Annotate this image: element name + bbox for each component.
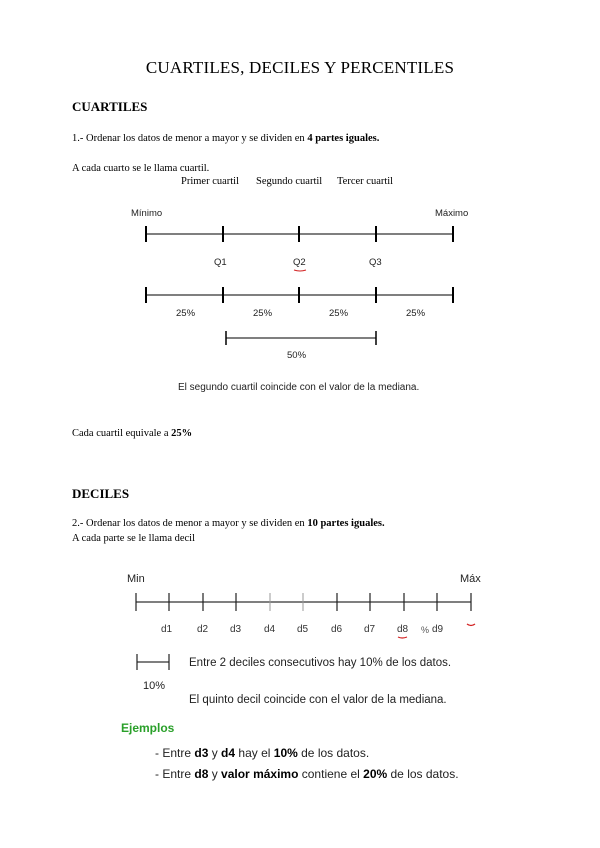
label-segundo-cuartil: Segundo cuartil [256, 176, 323, 187]
label-d4: d4 [264, 624, 276, 635]
section-heading-deciles: DECILES [72, 486, 130, 501]
label-min: Min [127, 573, 145, 585]
label-25-2: 25% [253, 308, 273, 319]
cuartiles-intro-text: 1.- Ordenar los datos de menor a mayor y se dividen en [72, 133, 308, 144]
label-minimo: Mínimo [131, 208, 163, 219]
label-d3: d3 [230, 624, 242, 635]
label-max: Máx [460, 573, 481, 585]
label-tercer-cuartil: Tercer cuartil [337, 176, 394, 187]
ex1-part-a: - Entre [155, 746, 195, 760]
ex2-part-f: 20% [363, 767, 388, 781]
page-title: CUARTILES, DECILES Y PERCENTILES [145, 58, 455, 77]
ex2-part-g: de los datos. [387, 767, 459, 781]
ejemplos-heading: Ejemplos [121, 721, 175, 735]
ex1-part-b: d3 [194, 746, 209, 760]
ex2-part-c: y [208, 767, 222, 781]
equivale-bold: 25% [171, 428, 193, 439]
label-q2: Q2 [293, 257, 306, 268]
deciles-intro-text: 2.- Ordenar los datos de menor a mayor y se dividen en [72, 518, 308, 529]
ex1-part-c: y [208, 746, 222, 760]
label-q1: Q1 [214, 257, 227, 268]
cuartiles-cada-cuarto: A cada cuarto se le llama cuartil. [72, 163, 210, 174]
ex2-part-d: valor máximo [221, 767, 299, 781]
label-d9: d9 [432, 624, 444, 635]
label-d7: d7 [364, 624, 376, 635]
label-25-4: 25% [406, 308, 426, 319]
d8-red-mark [398, 637, 407, 638]
label-d8: d8 [397, 624, 409, 635]
section-heading-cuartiles: CUARTILES [72, 99, 148, 114]
deciles-cada-parte: A cada parte se le llama decil [72, 533, 196, 544]
label-maximo: Máximo [435, 208, 469, 219]
ex2-part-e: contiene el [298, 767, 364, 781]
label-d6: d6 [331, 624, 343, 635]
deciles-intro-bold: 10 partes iguales. [307, 518, 385, 529]
label-25-3: 25% [329, 308, 349, 319]
label-primer-cuartil: Primer cuartil [181, 176, 240, 187]
label-d9-mark: % [421, 625, 430, 635]
label-d5: d5 [297, 624, 309, 635]
label-d2: d2 [197, 624, 209, 635]
label-ten: 10% [143, 680, 166, 692]
ex2-part-b: d8 [194, 767, 209, 781]
label-50: 50% [287, 350, 307, 361]
ex1-part-e: hay el [235, 746, 274, 760]
ex1-part-f: 10% [273, 746, 298, 760]
label-d1: d1 [161, 624, 173, 635]
max-red-mark [467, 624, 475, 626]
equivale-text: Cada cuartil equivale a [72, 428, 172, 439]
cuartiles-coincide-text: El segundo cuartil coincide con el valor de la mediana. [178, 382, 420, 393]
cuartiles-intro-bold: 4 partes iguales. [307, 133, 380, 144]
label-q3: Q3 [369, 257, 382, 268]
example-1 [155, 746, 369, 760]
deciles-quinto-text: El quinto decil coincide con el valor de la mediana. [189, 694, 447, 706]
ex2-part-a: - Entre [155, 767, 195, 781]
ex1-part-g: de los datos. [297, 746, 370, 760]
ex1-part-d: d4 [221, 746, 236, 760]
deciles-entre-text: Entre 2 deciles consecutivos hay 10% de los datos. [189, 657, 452, 669]
example-2 [155, 767, 459, 781]
label-25-1: 25% [176, 308, 196, 319]
